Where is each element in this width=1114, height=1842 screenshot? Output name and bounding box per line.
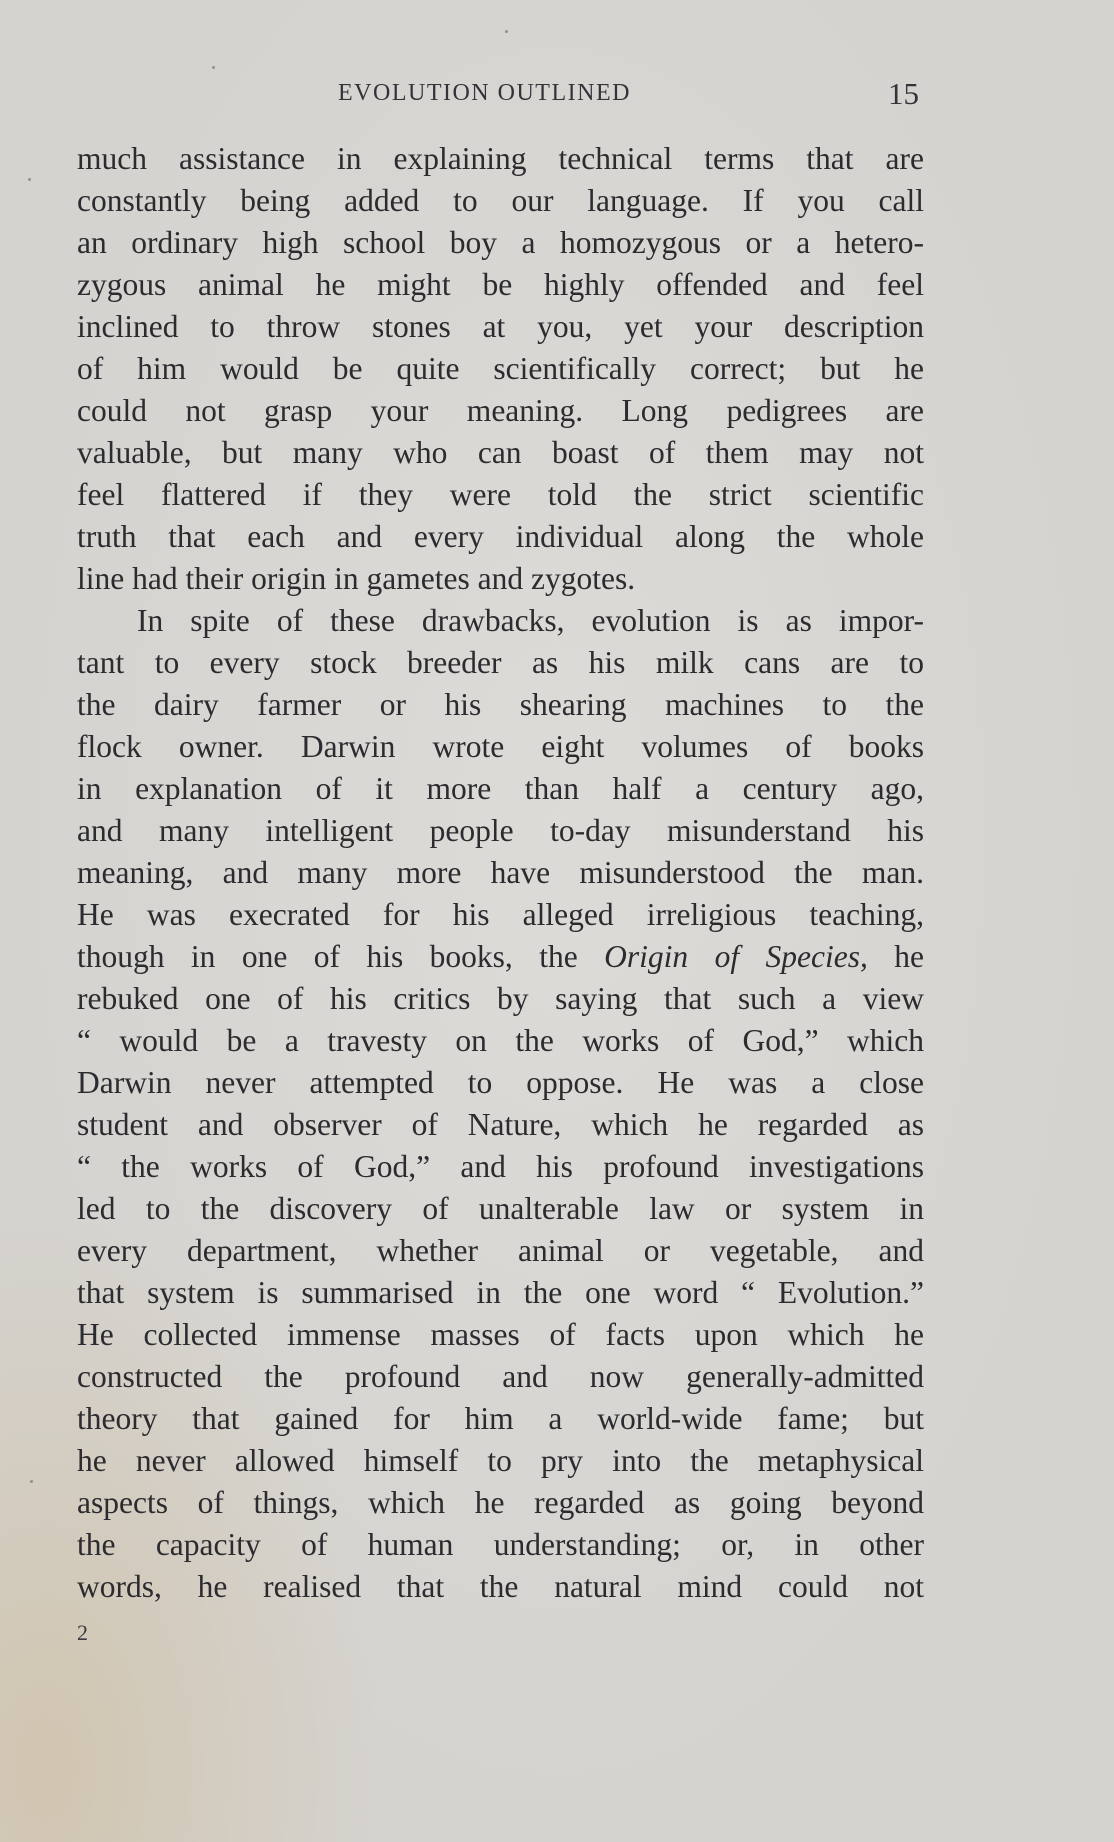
paragraph-1 <box>77 138 924 600</box>
text-line: tant to every stock breeder as his milk cans are to <box>77 645 924 680</box>
paragraph-2 <box>77 600 924 1608</box>
text-line-with-italic <box>77 936 924 978</box>
text-line: aspects of things, which he regarded as going beyond <box>77 1485 924 1520</box>
text-line: and many intelligent people to-day misunderstand his <box>77 813 924 848</box>
text-line: led to the discovery of unalterable law or system in <box>77 1191 924 1226</box>
book-title-italic: Origin of Species, <box>604 939 868 974</box>
signature-mark: 2 <box>77 1620 88 1645</box>
text-line: words, he realised that the natural mind could not <box>77 1569 924 1604</box>
text-line: student and observer of Nature, which he regarded as <box>77 1107 924 1142</box>
text-line: of him would be quite scientifically correct; but he <box>77 351 924 386</box>
text-line: that system is summarised in the one word “ Evolution.” <box>77 1275 924 1310</box>
text-line: feel flattered if they were told the strict scientific <box>77 477 924 512</box>
text-line: he never allowed himself to pry into the metaphysical <box>77 1443 924 1478</box>
paper-speck <box>212 66 215 69</box>
text-line: He collected immense masses of facts upon which he <box>77 1317 924 1352</box>
text-line: Darwin never attempted to oppose. He was a close <box>77 1065 924 1100</box>
text-line: zygous animal he might be highly offended and feel <box>77 267 924 302</box>
paper-speck <box>505 30 508 33</box>
text-line: “ would be a travesty on the works of God,” which <box>77 1023 924 1058</box>
text-line: much assistance in explaining technical terms that are <box>77 141 924 176</box>
text-line: an ordinary high school boy a homozygous or a hetero- <box>77 225 924 260</box>
text-line: In spite of these drawbacks, evolution is as impor- <box>137 603 924 638</box>
text-line: could not grasp your meaning. Long pedigrees are <box>77 393 924 428</box>
text-line: line had their origin in gametes and zygotes. <box>77 561 636 596</box>
text-line: the dairy farmer or his shearing machines to the <box>77 687 924 722</box>
text-line: truth that each and every individual along the whole <box>77 519 924 554</box>
text-line: rebuked one of his critics by saying that such a view <box>77 981 924 1016</box>
text-line: the capacity of human understanding; or, in other <box>77 1527 924 1562</box>
text-line: in explanation of it more than half a century ago, <box>77 771 924 806</box>
body-text <box>77 138 924 1608</box>
text-line: valuable, but many who can boast of them may not <box>77 435 924 470</box>
paper-speck <box>28 178 31 181</box>
text-line: inclined to throw stones at you, yet your description <box>77 309 924 344</box>
text-line: every department, whether animal or vegetable, and <box>77 1233 924 1268</box>
text-line: flock owner. Darwin wrote eight volumes of books <box>77 729 924 764</box>
running-head: EVOLUTION OUTLINED <box>338 80 631 106</box>
text-run: though in one of his books, the <box>77 939 605 974</box>
text-line: theory that gained for him a world-wide fame; but <box>77 1401 924 1436</box>
text-line: constructed the profound and now generally-admitted <box>77 1359 924 1394</box>
text-run: he <box>867 939 925 974</box>
text-line: He was execrated for his alleged irreligious teaching, <box>77 897 924 932</box>
text-line: “ the works of God,” and his profound investigations <box>77 1149 924 1184</box>
paper-speck <box>30 1480 33 1483</box>
page-number: 15 <box>888 76 919 111</box>
text-line: constantly being added to our language. If you call <box>77 183 924 218</box>
text-line: meaning, and many more have misunderstood the man. <box>77 855 924 890</box>
